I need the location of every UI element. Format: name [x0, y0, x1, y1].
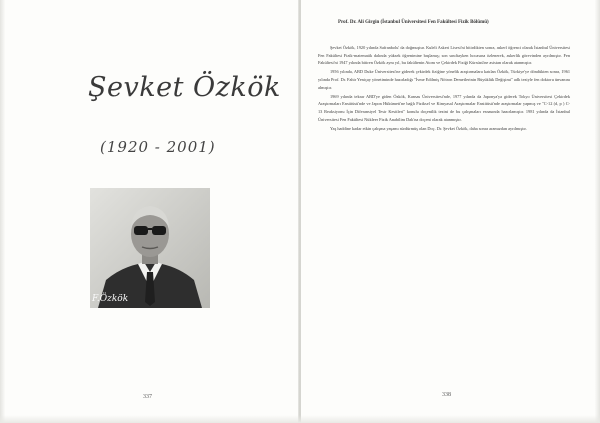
photo-signature: F.Özkök [92, 294, 129, 304]
paragraph: Şevket Özkök, 1920 yılında Safranbolu' da doğmuştur. Kuleli Askeri Lisesi'ni bitirdikten sonra, askerî öğrenci olarak İstanbul Üniversitesi Fen Fakültesi Fizik-matematik dalında yüksek öğrenimine başlamış; son sınıftayken hocasına özlenerek, askerlik görevinden ayrılmıştır. Fen Fakültesi'ni 1947 yılında bitiren Özkök aynı yıl, bu fakültenin Atom ve Çekirdek Fiziği Kürsüsü'ne asistan olarak atanmıştır. [318, 45, 570, 66]
paragraph: 1956 yılında, ABD Duke Üniversitesi'ne giderek çekirdek fiziğine yönelik araştırmalara katılan Özkök, Türkiye'ye döndükten sonra, 1961 yılında Prof. Dr. Fahir Yeniçay yönetiminde hazırladığı "İvme Edilmiş Nötron Demetlerinin Büyüklük Değişimi" adlı teziyle fen doktoru ünvanını almıştır. [318, 69, 570, 90]
portrait-image [90, 188, 210, 308]
author-heading: Prof. Dr. Ali Girgin (İstanbul Üniversitesi Fen Fakültesi Fizik Bölümü) [338, 20, 489, 25]
paragraph: Yaş haddine kadar etkin çalışma yaşamı sürdürmüş olan Doç. Dr. Şevket Özkök, daha sonra aramızdan ayrılmıştır. [330, 125, 527, 131]
page-edge-left [0, 0, 5, 423]
page-edge-bottom [0, 415, 600, 423]
left-page [0, 0, 299, 423]
portrait-photo [90, 188, 210, 308]
paragraph: 1969 yılında tekrar ABD'ye giden Özkök, Kansas Üniversitesi'nde, 1977 yılında da Japonya'ya giderek Tokyo Üniversitesi Çekirdek Araştırmaları Enstitüsü'nde ve Japon Hükümeti'ne bağlı Fiziksel ve Kimyasal Araştırmalar Enstitüsü'nde araştırmalar yapmış ve "C-12 (d, p ) C-13 Reaksiyonu İçin Diferansiyel Tesir Kesitleri" konulu doçentlik tezini de bu çalışmaları esnasında hazırlamıştır. 1981 yılında da İstanbul Üniversitesi Fen Fakültesi Nükleer Fizik Anabilim Dalı'na doçent olarak atanmıştır. [318, 93, 570, 122]
person-name: Şevket Özkök [88, 72, 281, 103]
life-dates: (1920 - 2001) [100, 138, 216, 156]
page-number-right: 338 [442, 392, 451, 398]
biography-text [318, 44, 570, 134]
page-edge-right [595, 0, 600, 423]
page-number-left: 337 [143, 394, 152, 400]
